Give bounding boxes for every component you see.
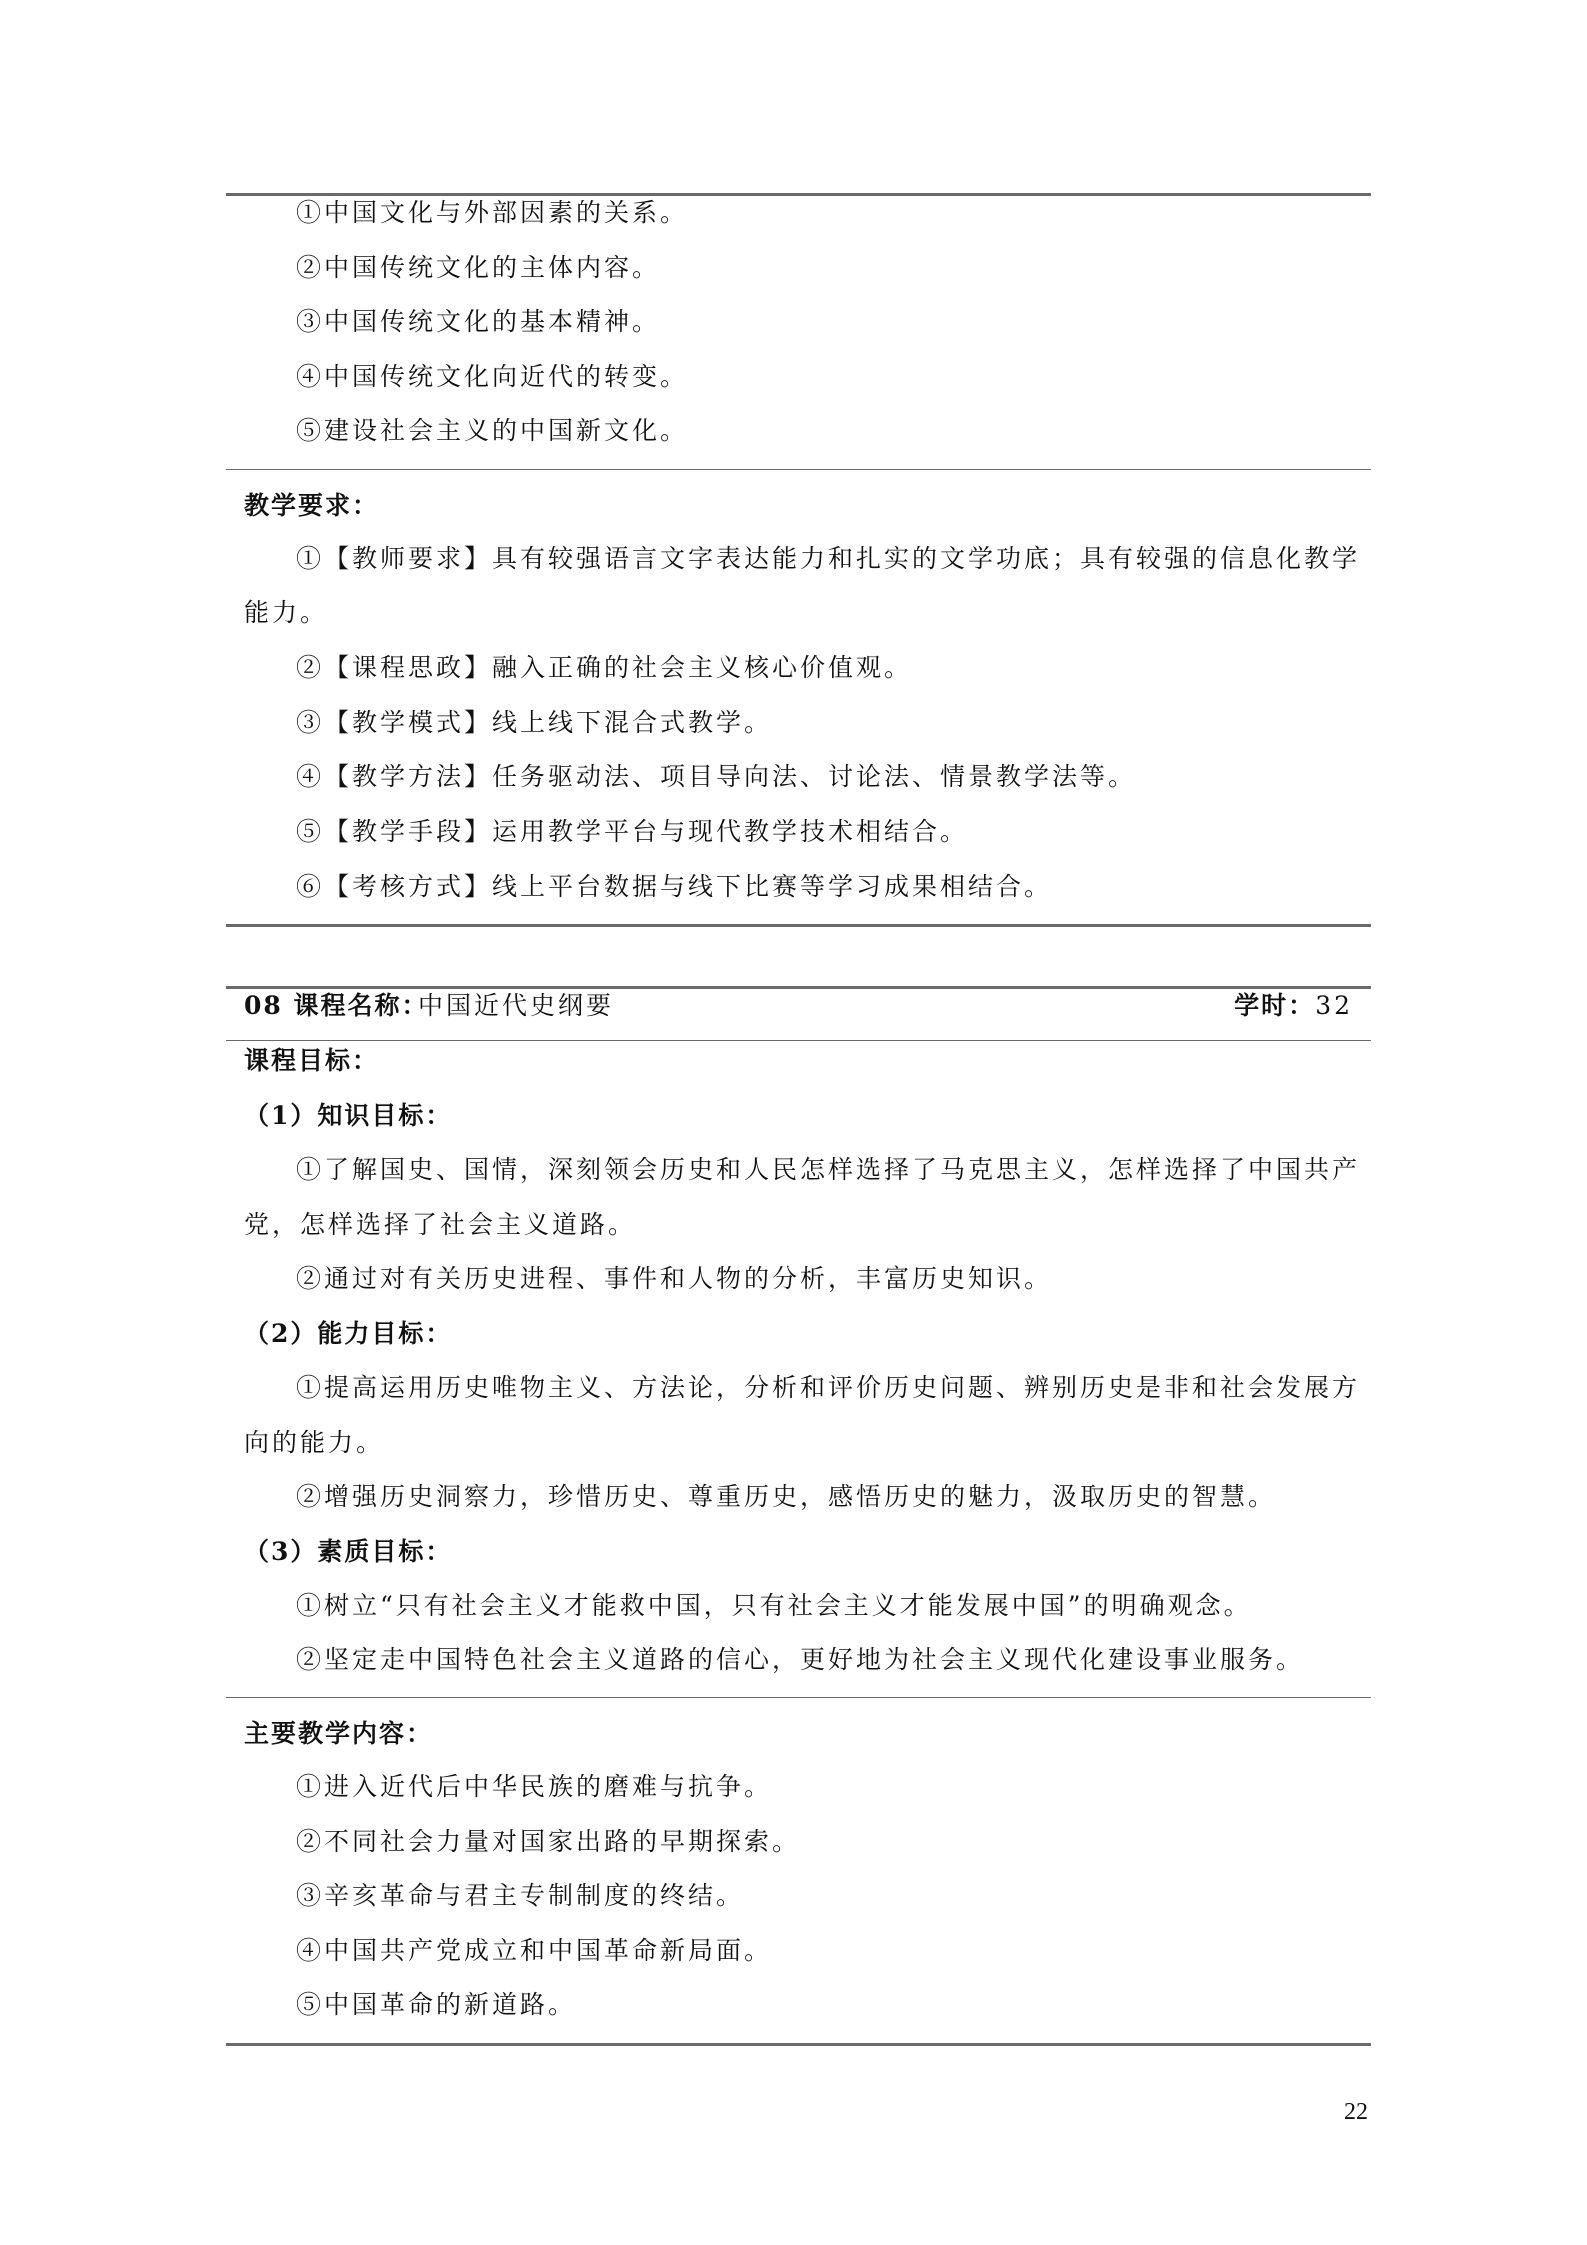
content-item: ④中国共产党成立和中国革命新局面。 — [296, 1936, 773, 1965]
hours-value: 32 — [1315, 991, 1353, 1020]
requirement-item: ⑥【考核方式】线上平台数据与线下比赛等学习成果相结合。 — [296, 872, 1053, 901]
course-name: 中国近代史纲要 — [418, 991, 615, 1020]
course-title-row — [226, 991, 1371, 1021]
content-item: ①进入近代后中华民族的磨难与抗争。 — [296, 1772, 773, 1801]
ability-item: ②增强历史洞察力，珍惜历史、尊重历史，感悟历史的魅力，汲取历史的智慧。 — [296, 1482, 1277, 1511]
content-item: ②不同社会力量对国家出路的早期探索。 — [296, 1827, 801, 1856]
content-item: ⑤中国革命的新道路。 — [296, 1990, 577, 2019]
ability-item-continuation: 向的能力。 — [244, 1428, 385, 1457]
course-title-divider — [226, 1040, 1371, 1041]
quality-item: ①树立“只有社会主义才能救中国，只有社会主义才能发展中国”的明确观念。 — [296, 1591, 1252, 1620]
page-number: 22 — [1344, 2099, 1368, 2125]
goals-heading: 课程目标： — [244, 1046, 380, 1075]
ability-item: ①提高运用历史唯物主义、方法论，分析和评价历史问题、辨别历史是非和社会发展方 — [296, 1373, 1361, 1402]
quality-goals-heading: （3）素质目标： — [244, 1537, 453, 1566]
knowledge-goals-heading: （1）知识目标： — [244, 1101, 453, 1130]
requirement-item: ②【课程思政】融入正确的社会主义核心价值观。 — [296, 653, 913, 682]
content-item: ②中国传统文化的主体内容。 — [296, 253, 661, 282]
content-item: ③中国传统文化的基本精神。 — [296, 307, 661, 336]
requirement-item-continuation: 能力。 — [244, 598, 329, 627]
requirement-item: ③【教学模式】线上线下混合式教学。 — [296, 708, 773, 737]
hours-label: 学时： — [1234, 991, 1316, 1020]
requirement-item: ①【教师要求】具有较强语言文字表达能力和扎实的文学功底；具有较强的信息化教学 — [296, 544, 1361, 573]
table-top-rule — [226, 193, 1371, 196]
knowledge-item: ②通过对有关历史进程、事件和人物的分析，丰富历史知识。 — [296, 1264, 1053, 1293]
section-divider — [226, 469, 1371, 470]
content-item: ①中国文化与外部因素的关系。 — [296, 198, 689, 227]
requirement-item: ④【教学方法】任务驱动法、项目导向法、讨论法、情景教学法等。 — [296, 762, 1137, 791]
course-number-label: 08 课程名称： — [244, 991, 429, 1020]
content-item: ④中国传统文化向近代的转变。 — [296, 362, 689, 391]
requirement-item: ⑤【教学手段】运用教学平台与现代教学技术相结合。 — [296, 817, 969, 846]
content-item: ⑤建设社会主义的中国新文化。 — [296, 416, 689, 445]
knowledge-item-continuation: 党，怎样选择了社会主义道路。 — [244, 1210, 637, 1239]
quality-item: ②坚定走中国特色社会主义道路的信心，更好地为社会主义现代化建设事业服务。 — [296, 1645, 1305, 1674]
course-table-top-rule — [226, 986, 1371, 989]
course-hours — [1234, 991, 1353, 1021]
knowledge-item: ①了解国史、国情，深刻领会历史和人民怎样选择了马克思主义，怎样选择了中国共产 — [296, 1155, 1361, 1184]
ability-goals-heading: （2）能力目标： — [244, 1319, 453, 1348]
course-table-bottom-rule — [226, 2043, 1371, 2046]
content-item: ③辛亥革命与君主专制制度的终结。 — [296, 1881, 745, 1910]
content-heading: 主要教学内容： — [244, 1719, 434, 1748]
requirements-heading: 教学要求： — [244, 491, 380, 520]
section-divider — [226, 1697, 1371, 1698]
table-bottom-rule — [226, 924, 1371, 927]
